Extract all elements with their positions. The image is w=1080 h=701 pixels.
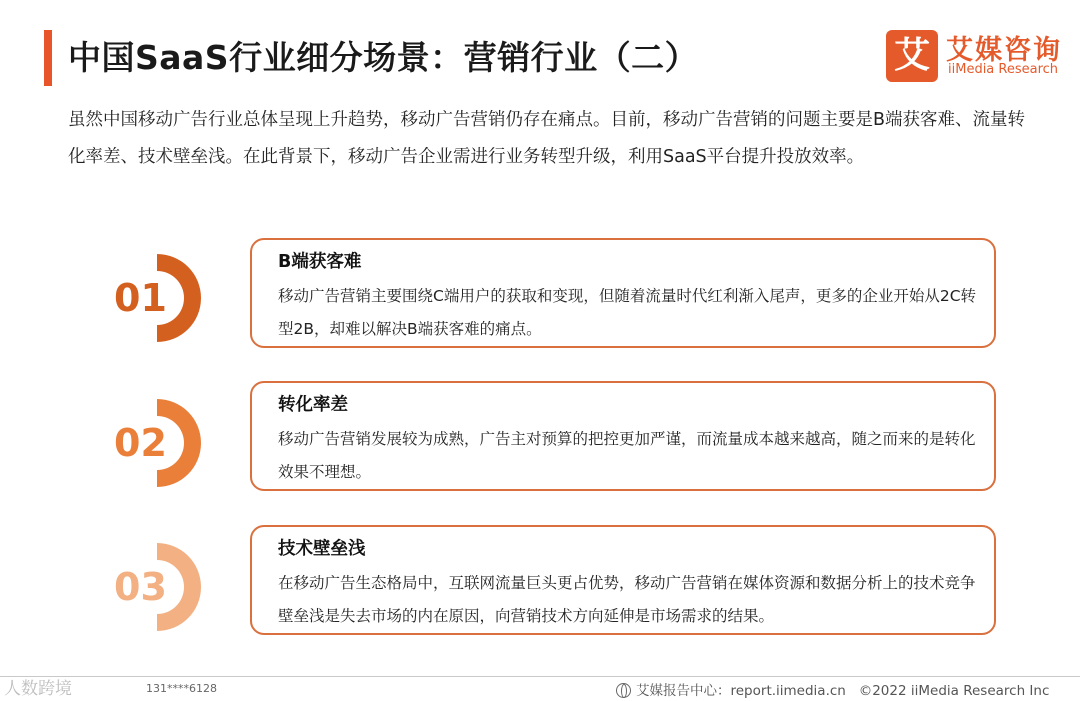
item-title: B端获客难 (278, 252, 362, 272)
brand-logo (886, 30, 1066, 82)
source-link[interactable]: 艾媒报告中心：report.iimedia.cn (636, 683, 846, 699)
globe-icon (616, 683, 631, 698)
item-card-2 (250, 381, 996, 491)
logo-chinese-text: 艾媒咨询 (946, 35, 1062, 66)
intro-paragraph: 虽然中国移动广告行业总体呈现上升趋势，移动广告营销仍存在痛点。目前，移动广告营销的问题主要是B端获客难、流量转化率差、技术壁垒浅。在此背景下，移动广告企业需进行业务转型升级，利用SaaS平台提升投放效率。 (68, 110, 1026, 167)
item-card-1 (250, 238, 996, 348)
item-number-badge-2 (100, 399, 210, 487)
logo-mark: 艾 (886, 30, 938, 82)
footer-divider (0, 676, 1080, 677)
item-title: 技术壁垒浅 (278, 539, 366, 559)
item-card-3 (250, 525, 996, 635)
item-number-badge-1 (100, 254, 210, 342)
item-number: 01 (114, 276, 167, 320)
user-id-watermark: 131****6128 (146, 682, 217, 695)
copyright-text: ©2022 iiMedia Research Inc (858, 683, 1050, 699)
item-text: 移动广告营销发展较为成熟，广告主对预算的把控更加严谨，而流量成本越来越高，随之而来的是转化效果不理想。 (278, 430, 976, 481)
item-number: 03 (114, 565, 167, 609)
item-number-badge-3 (100, 543, 210, 631)
title-accent-bar (44, 30, 52, 86)
footer-source (616, 679, 1049, 699)
logo-english-text: iiMedia Research (948, 62, 1059, 77)
item-text: 在移动广告生态格局中，互联网流量巨头更占优势，移动广告营销在媒体资源和数据分析上的技术竞争壁垒浅是失去市场的内在原因，向营销技术方向延伸是市场需求的结果。 (278, 574, 976, 625)
item-number: 02 (114, 421, 167, 465)
item-title: 转化率差 (278, 395, 348, 415)
item-text: 移动广告营销主要围绕C端用户的获取和变现，但随着流量时代红利渐入尾声，更多的企业开始从2C转型2B，却难以解决B端获客难的痛点。 (278, 287, 977, 338)
watermark-text: 人数跨境 (4, 679, 72, 699)
page-title: 中国SaaS行业细分场景：营销行业（二） (68, 38, 699, 77)
